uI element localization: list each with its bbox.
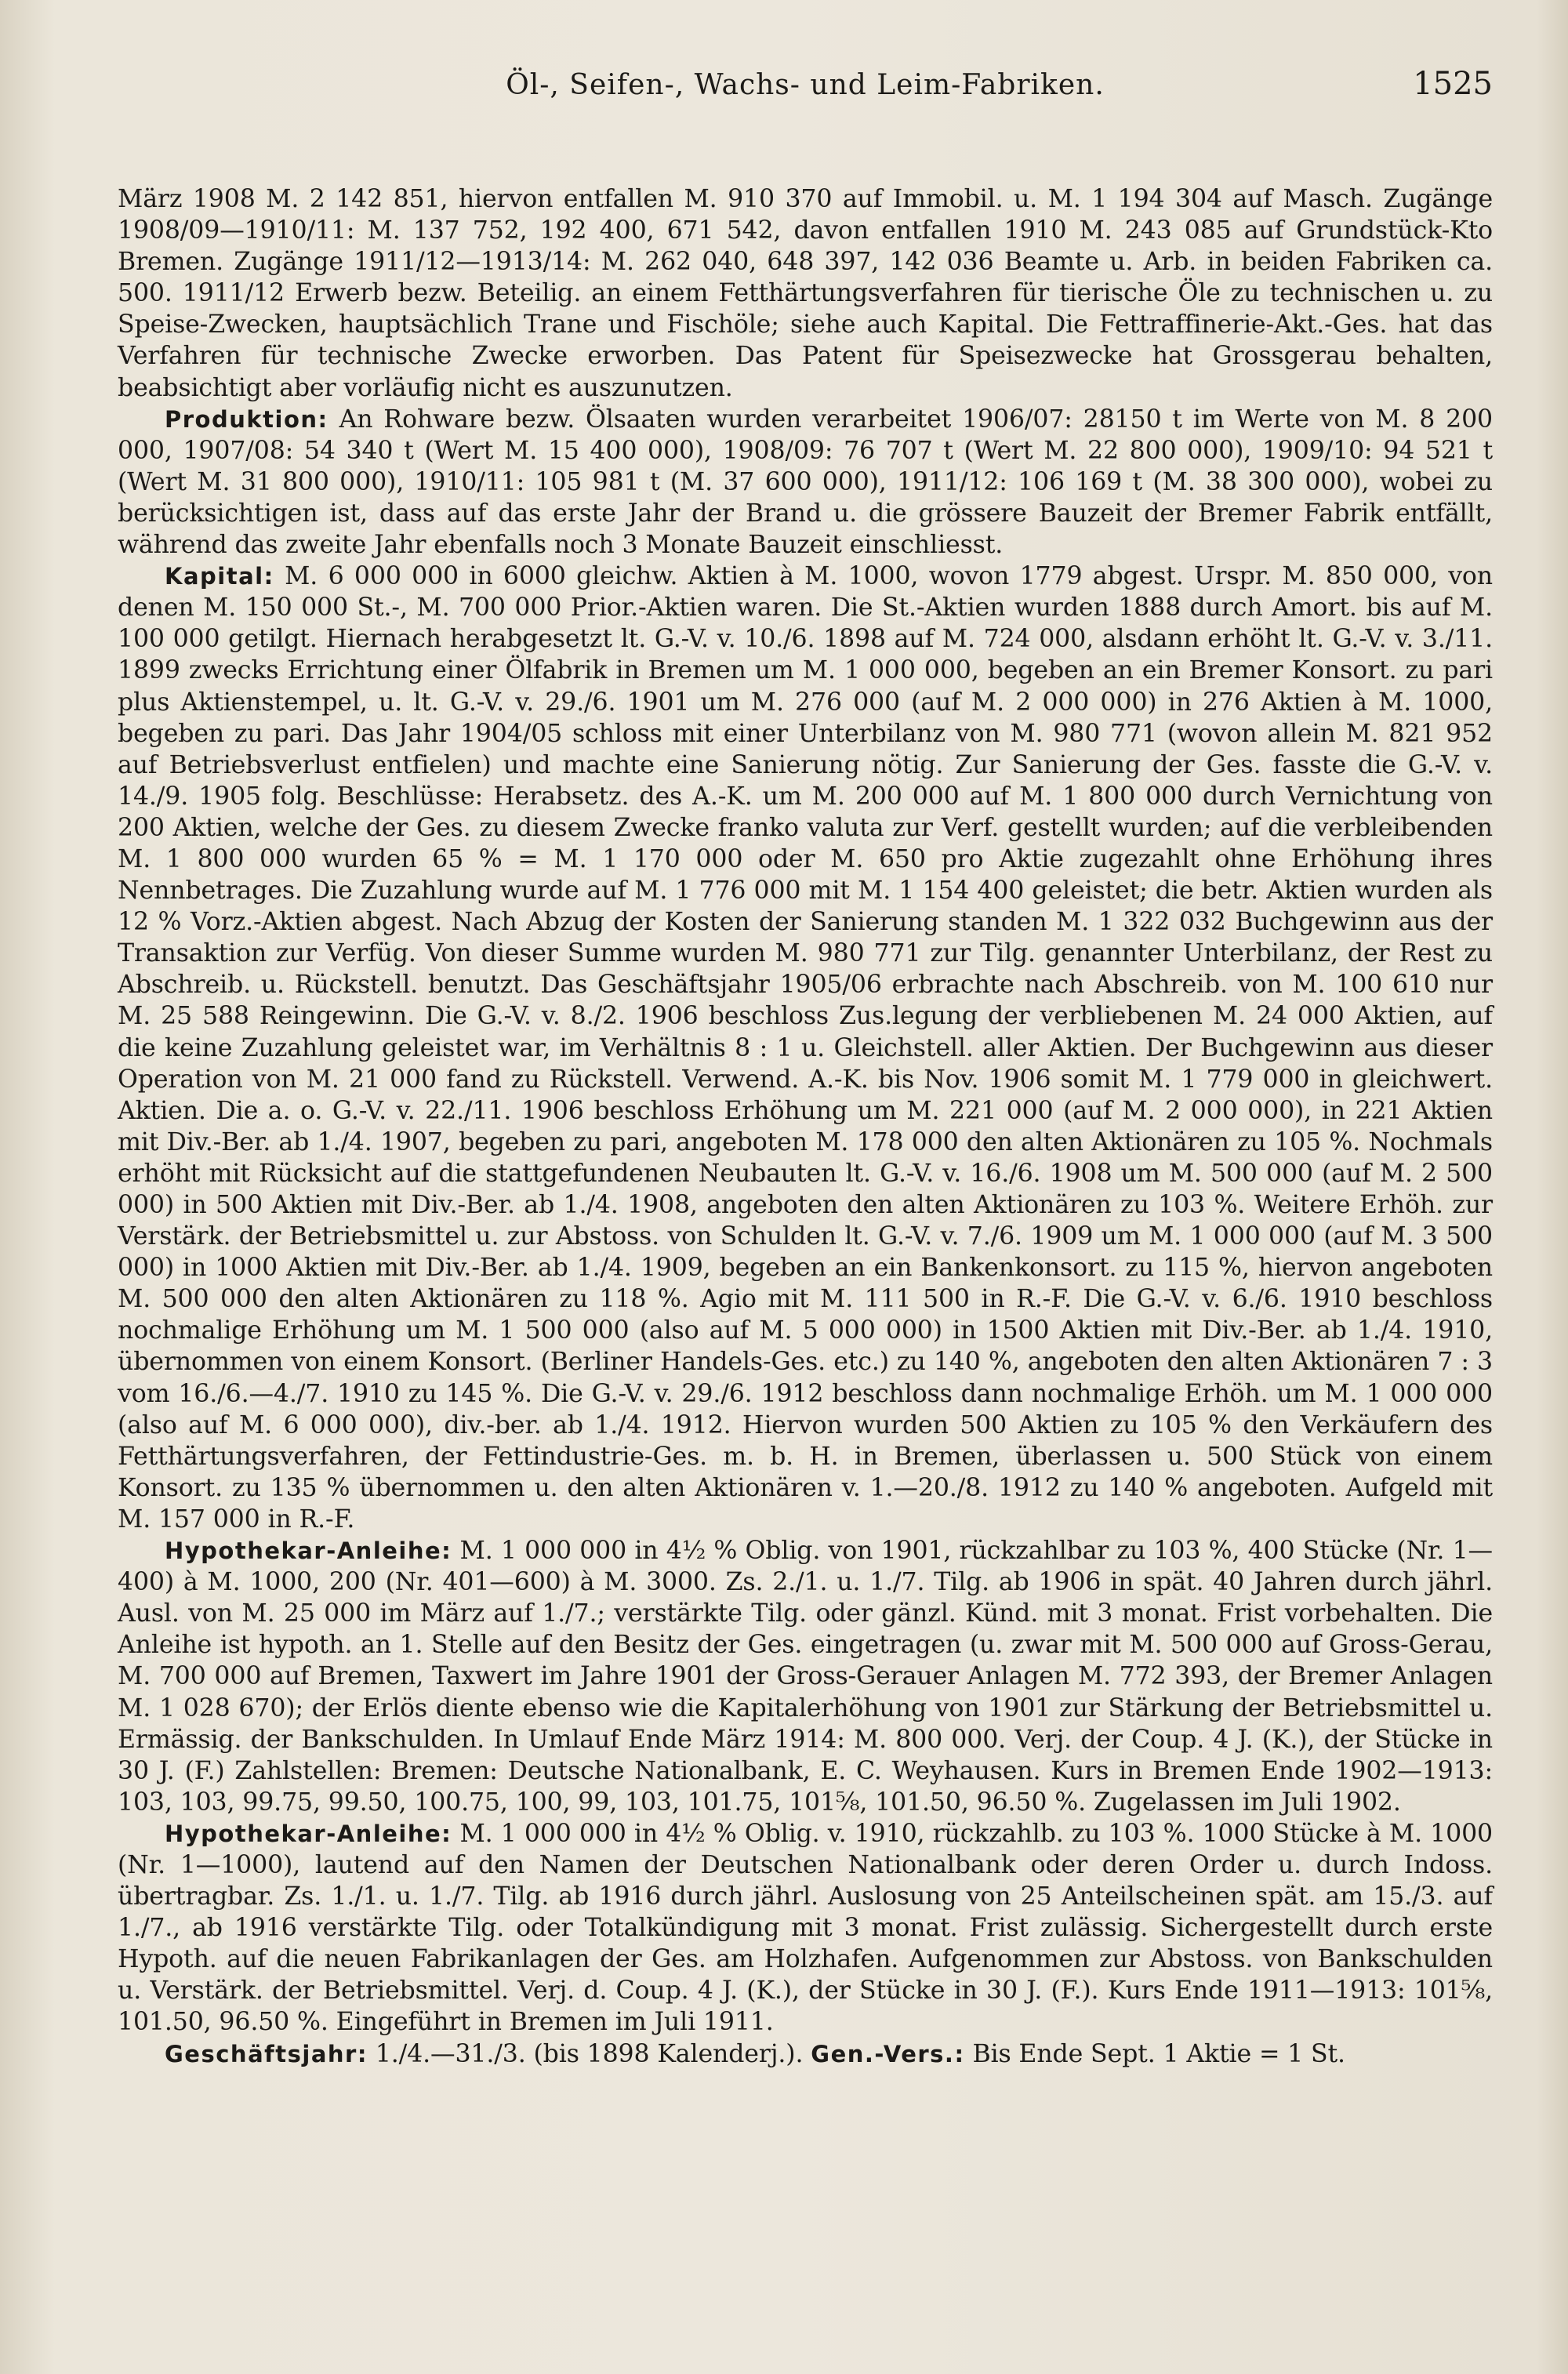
hypothek-2-label: Hypothekar-Anleihe: <box>165 1820 452 1847</box>
hypothek-2-text: M. 1 000 000 in 4½ % Oblig. v. 1910, rückzahlb. zu 103 %. 1000 Stücke à M. 1000 (Nr. 1—1000), lautend auf den Namen der Deutschen Nationalbank oder deren Order u. durch Indoss. übertragbar. Zs. 1./1. u. 1./7. Tilg. ab 1916 durch jährl. Auslosung von 25 Anteilscheinen spät. am 15./3. auf 1./7., ab 1916 verstärkte Tilg. oder Totalkündigung mit 3 monat. Frist zulässig. Sichergestellt durch erste Hypoth. auf die neuen Fabrikanlagen der Ges. am Holzhafen. Aufgenommen zur Abstoss. von Bankschulden u. Verstärk. der Betriebsmittel. Verj. d. Coup. 4 J. (K.), der Stücke in 30 J. (F.). Kurs Ende 1911—1913: 101⅝, 101.50, 96.50 %. Eingeführt in Bremen im Juli 1911. <box>118 1819 1493 2037</box>
page-header <box>118 55 1493 102</box>
geschaeftsjahr-text: 1./4.—31./3. (bis 1898 Kalenderj.). <box>375 2039 804 2068</box>
hypothek-2-paragraph <box>118 1818 1493 2038</box>
kapital-paragraph <box>118 561 1493 1535</box>
produktion-label: Produktion: <box>165 405 328 433</box>
kapital-label: Kapital: <box>165 563 274 590</box>
hypothek-1-label: Hypothekar-Anleihe: <box>165 1537 452 1565</box>
produktion-text: An Rohware bezw. Ölsaaten wurden verarbeitet 1906/07: 28150 t im Werte von M. 8 200 000, 1907/08: 54 340 t (Wert M. 15 400 000), 1908/09: 76 707 t (Wert M. 22 800 000), 1909/10: 94 521 t (Wert M. 31 800 000), 1910/11: 105 981 t (M. 37 600 000), 1911/12: 106 169 t (M. 38 300 000), wobei zu berücksichtigen ist, dass auf das erste Jahr der Brand u. die grössere Bauzeit der Bremer Fabrik entfällt, während das zweite Jahr ebenfalls noch 3 Monate Bauzeit einschliesst. <box>118 405 1493 560</box>
kapital-text: M. 6 000 000 in 6000 gleichw. Aktien à M. 1000, wovon 1779 abgest. Urspr. M. 850 000, von denen M. 150 000 St.-, M. 700 000 Prior.-Aktien waren. Die St.-Aktien wurden 1888 durch Amort. bis auf M. 100 000 getilgt. Hiernach herabgesetzt lt. G.-V. v. 10./6. 1898 auf M. 724 000, alsdann erhöht lt. G.-V. v. 3./11. 1899 zwecks Errichtung einer Ölfabrik in Bremen um M. 1 000 000, begeben an ein Bremer Konsort. zu pari plus Aktienstempel, u. lt. G.-V. v. 29./6. 1901 um M. 276 000 (auf M. 2 000 000) in 276 Aktien à M. 1000, begeben zu pari. Das Jahr 1904/05 schloss mit einer Unterbilanz von M. 980 771 (wovon allein M. 821 952 auf Betriebsverlust entfielen) und machte eine Sanierung nötig. Zur Sanierung der Ges. fasste die G.-V. v. 14./9. 1905 folg. Beschlüsse: Herabsetz. des A.-K. um M. 200 000 auf M. 1 800 000 durch Vernichtung von 200 Aktien, welche der Ges. zu diesem Zwecke franko valuta zur Verf. gestellt wurden; auf die verbleibenden M. 1 800 000 wurden 65 % = M. 1 170 000 oder M. 650 pro Aktie zugezahlt ohne Erhöhung ihres Nennbetrages. Die Zuzahlung wurde auf M. 1 776 000 mit M. 1 154 400 geleistet; die betr. Aktien wurden als 12 % Vorz.-Aktien abgest. Nach Abzug der Kosten der Sanierung standen M. 1 322 032 Buchgewinn aus der Transaktion zur Verfüg. Von dieser Summe wurden M. 980 771 zur Tilg. genannter Unterbilanz, der Rest zu Abschreib. u. Rückstell. benutzt. Das Geschäftsjahr 1905/06 erbrachte nach Abschreib. von M. 100 610 nur M. 25 588 Reingewinn. Die G.-V. v. 8./2. 1906 beschloss Zus.legung der verbliebenen M. 24 000 Aktien, auf die keine Zuzahlung geleistet war, im Verhältnis 8 : 1 u. Gleichstell. aller Aktien. Der Buchgewinn aus dieser Operation von M. 21 000 fand zu Rückstell. Verwend. A.-K. bis Nov. 1906 somit M. 1 779 000 in gleichwert. Aktien. Die a. o. G.-V. v. 22./11. 1906 beschloss Erhöhung um M. 221 000 (auf M. 2 000 000), in 221 Aktien mit Div.-Ber. ab 1./4. 1907, begeben zu pari, angeboten M. 178 000 den alten Aktionären zu 105 %. Nochmals erhöht mit Rücksicht auf die stattgefundenen Neubauten lt. G.-V. v. 16./6. 1908 um M. 500 000 (auf M. 2 500 000) in 500 Aktien mit Div.-Ber. ab 1./4. 1908, angeboten den alten Aktionären zu 103 %. Weitere Erhöh. zur Verstärk. der Betriebsmittel u. zur Abstoss. von Schulden lt. G.-V. v. 7./6. 1909 um M. 1 000 000 (auf M. 3 500 000) in 1000 Aktien mit Div.-Ber. ab 1./4. 1909, begeben an ein Bankenkonsort. zu 115 %, hiervon angeboten M. 500 000 den alten Aktionären zu 118 %. Agio mit M. 111 500 in R.-F. Die G.-V. v. 6./6. 1910 beschloss nochmalige Erhöhung um M. 1 500 000 (also auf M. 5 000 000) in 1500 Aktien mit Div.-Ber. ab 1./4. 1910, übernommen von einem Konsort. (Berliner Handels-Ges. etc.) zu 140 %, angeboten den alten Aktionären 7 : 3 vom 16./6.—4./7. 1910 zu 145 %. Die G.-V. v. 29./6. 1912 beschloss dann nochmalige Erhöh. um M. 1 000 000 (also auf M. 6 000 000), div.-ber. ab 1./4. 1912. Hiervon wurden 500 Aktien zu 105 % den Verkäufern des Fetthärtungsverfahren, der Fettindustrie-Ges. m. b. H. in Bremen, überlassen u. 500 Stück von einem Konsort. zu 135 % übernommen u. den alten Aktionären v. 1.—20./8. 1912 zu 140 % angeboten. Aufgeld mit M. 157 000 in R.-F. <box>118 562 1493 1534</box>
geschaeftsjahr-label: Geschäftsjahr: <box>165 2040 368 2067</box>
geschaeftsjahr-paragraph <box>118 2038 1493 2070</box>
intro-text: März 1908 M. 2 142 851, hiervon entfallen M. 910 370 auf Immobil. u. M. 1 194 304 auf Masch. Zugänge 1908/09—1910/11: M. 137 752, 192 400, 671 542, davon entfallen 1910 M. 243 085 auf Grundstück-Kto Bremen. Zugänge 1911/12—1913/14: M. 262 040, 648 397, 142 036 Beamte u. Arb. in beiden Fabriken ca. 500. 1911/12 Erwerb bezw. Beteilig. an einem Fetthärtungsverfahren für tierische Öle zu technischen u. zu Speise-Zwecken, hauptsächlich Trane und Fischöle; siehe auch Kapital. Die Fettraffinerie-Akt.-Ges. hat das Verfahren für technische Zwecke erworben. Das Patent für Speisezwecke hat Grossgerau behalten, beabsichtigt aber vorläufig nicht es auszunutzen. <box>118 185 1493 402</box>
gen-vers-text: Bis Ende Sept. 1 Aktie = 1 St. <box>972 2039 1345 2068</box>
intro-paragraph <box>118 183 1493 404</box>
hypothek-1-paragraph <box>118 1535 1493 1818</box>
page-number: 1525 <box>1413 66 1493 102</box>
running-title: Öl-, Seifen-, Wachs- und Leim-Fabriken. <box>506 69 1105 101</box>
gen-vers-label: Gen.-Vers.: <box>811 2040 965 2067</box>
produktion-paragraph <box>118 404 1493 561</box>
hypothek-1-text: M. 1 000 000 in 4½ % Oblig. von 1901, rückzahlbar zu 103 %, 400 Stücke (Nr. 1—400) à M. 1000, 200 (Nr. 401—600) à M. 3000. Zs. 2./1. u. 1./7. Tilg. ab 1906 in spät. 40 Jahren durch jährl. Ausl. von M. 25 000 im März auf 1./7.; verstärkte Tilg. oder gänzl. Künd. mit 3 monat. Frist vorbehalten. Die Anleihe ist hypoth. an 1. Stelle auf den Besitz der Ges. eingetragen (u. zwar mit M. 500 000 auf Gross-Gerau, M. 700 000 auf Bremen, Taxwert im Jahre 1901 der Gross-Gerauer Anlagen M. 772 393, der Bremer Anlagen M. 1 028 670); der Erlös diente ebenso wie die Kapitalerhöhung von 1901 zur Stärkung der Betriebsmittel u. Ermässig. der Bankschulden. In Umlauf Ende März 1914: M. 800 000. Verj. der Coup. 4 J. (K.), der Stücke in 30 J. (F.) Zahlstellen: Bremen: Deutsche Nationalbank, E. C. Weyhausen. Kurs in Bremen Ende 1902—1913: 103, 103, 99.75, 99.50, 100.75, 100, 99, 103, 101.75, 101⅝, 101.50, 96.50 %. Zugelassen im Juli 1902. <box>118 1537 1493 1817</box>
page-body <box>118 183 1493 2070</box>
